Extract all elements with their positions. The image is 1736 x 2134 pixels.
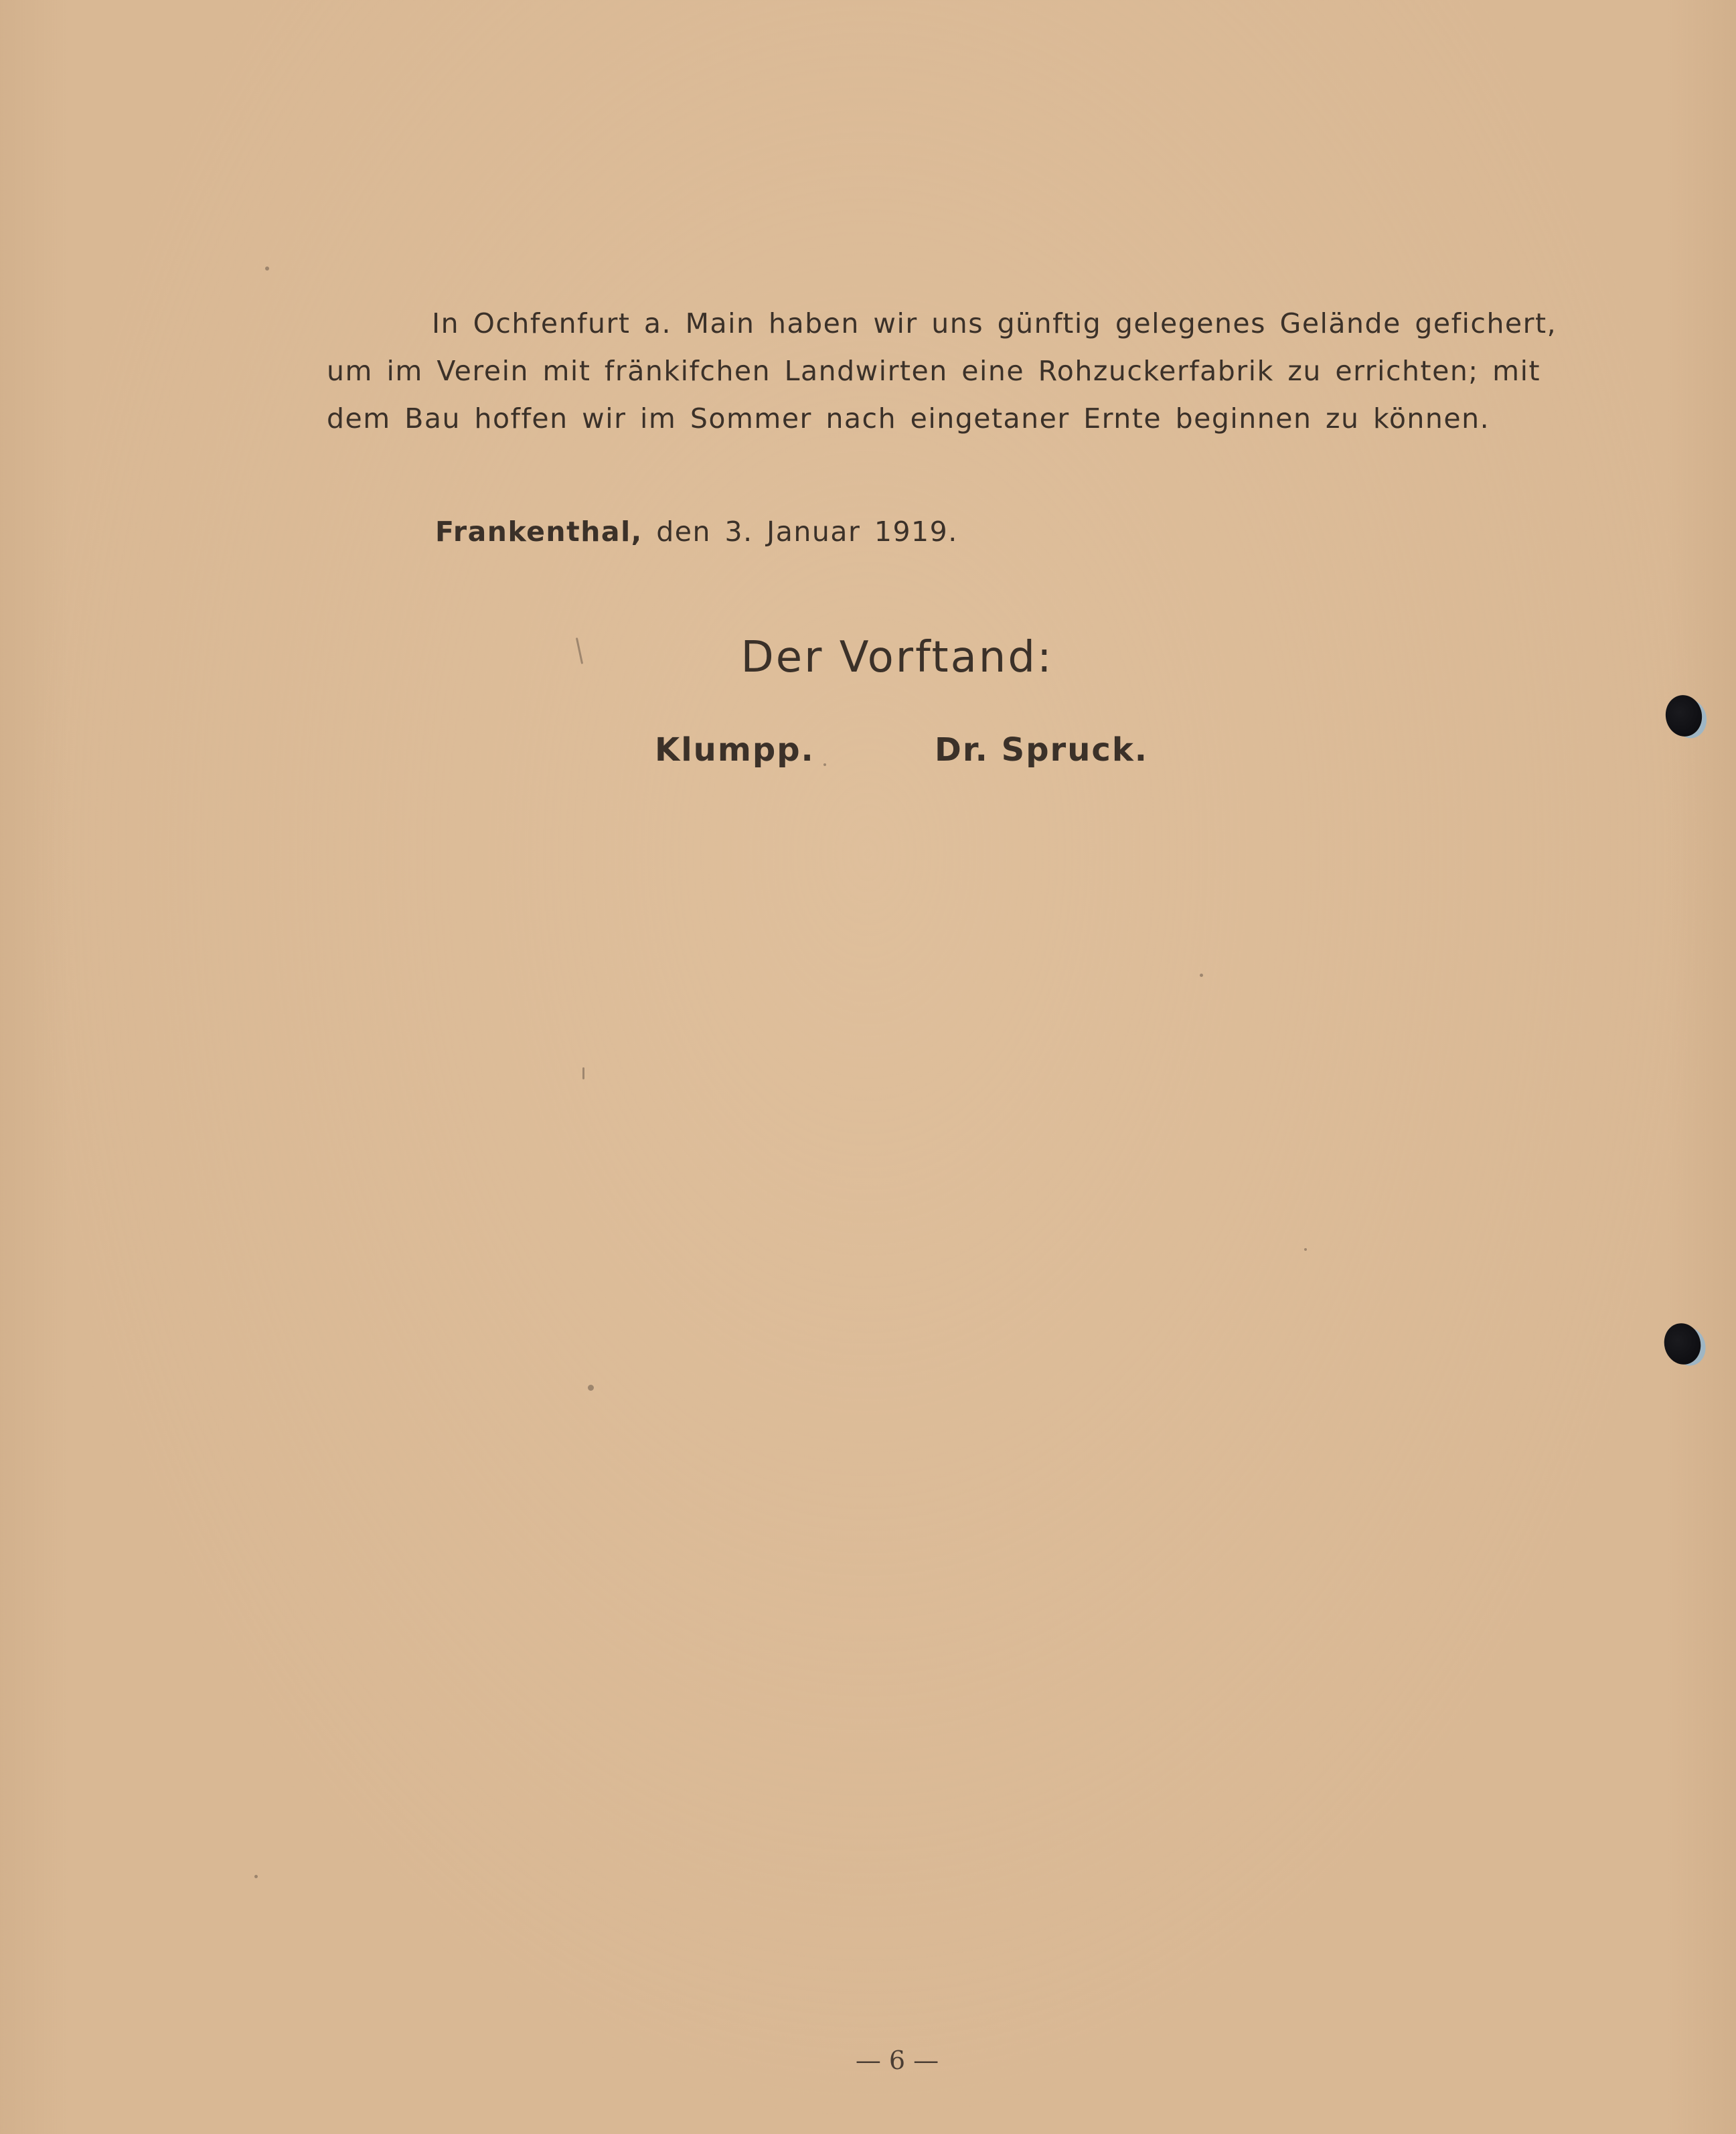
dateline (435, 516, 958, 548)
paragraph-line: dem Bau hoffen wir im Sommer nach eingetaner Ernte beginnen zu können. (327, 402, 1490, 435)
paragraph-line: um im Verein mit fränkifchen Landwirten eine Rohzuckerfabrik zu errichten; mit (327, 355, 1541, 387)
dateline-place: Frankenthal, (435, 516, 643, 548)
signature-spruck: Dr. Spruck. (935, 731, 1148, 769)
body-paragraph (327, 300, 1557, 443)
paper-speck (588, 1385, 594, 1391)
board-heading: Der Vorftand: (740, 633, 1054, 682)
dateline-date: den 3. Januar 1919. (656, 516, 958, 548)
signature-klumpp: Klumpp. (655, 731, 815, 769)
paper-speck (823, 763, 826, 766)
paragraph-line: In Ochfenfurt a. Main haben wir uns günftig gelegenes Gelände gefichert, (432, 307, 1557, 339)
paper-speck (265, 266, 269, 271)
paper-speck (1200, 974, 1203, 977)
page-number: — 6 — (855, 2046, 939, 2075)
paper-speck (254, 1875, 258, 1878)
paper-speck (1304, 1248, 1307, 1251)
punch-hole (1660, 1319, 1705, 1369)
paper-speck (582, 1067, 584, 1079)
punch-hole (1662, 692, 1705, 739)
